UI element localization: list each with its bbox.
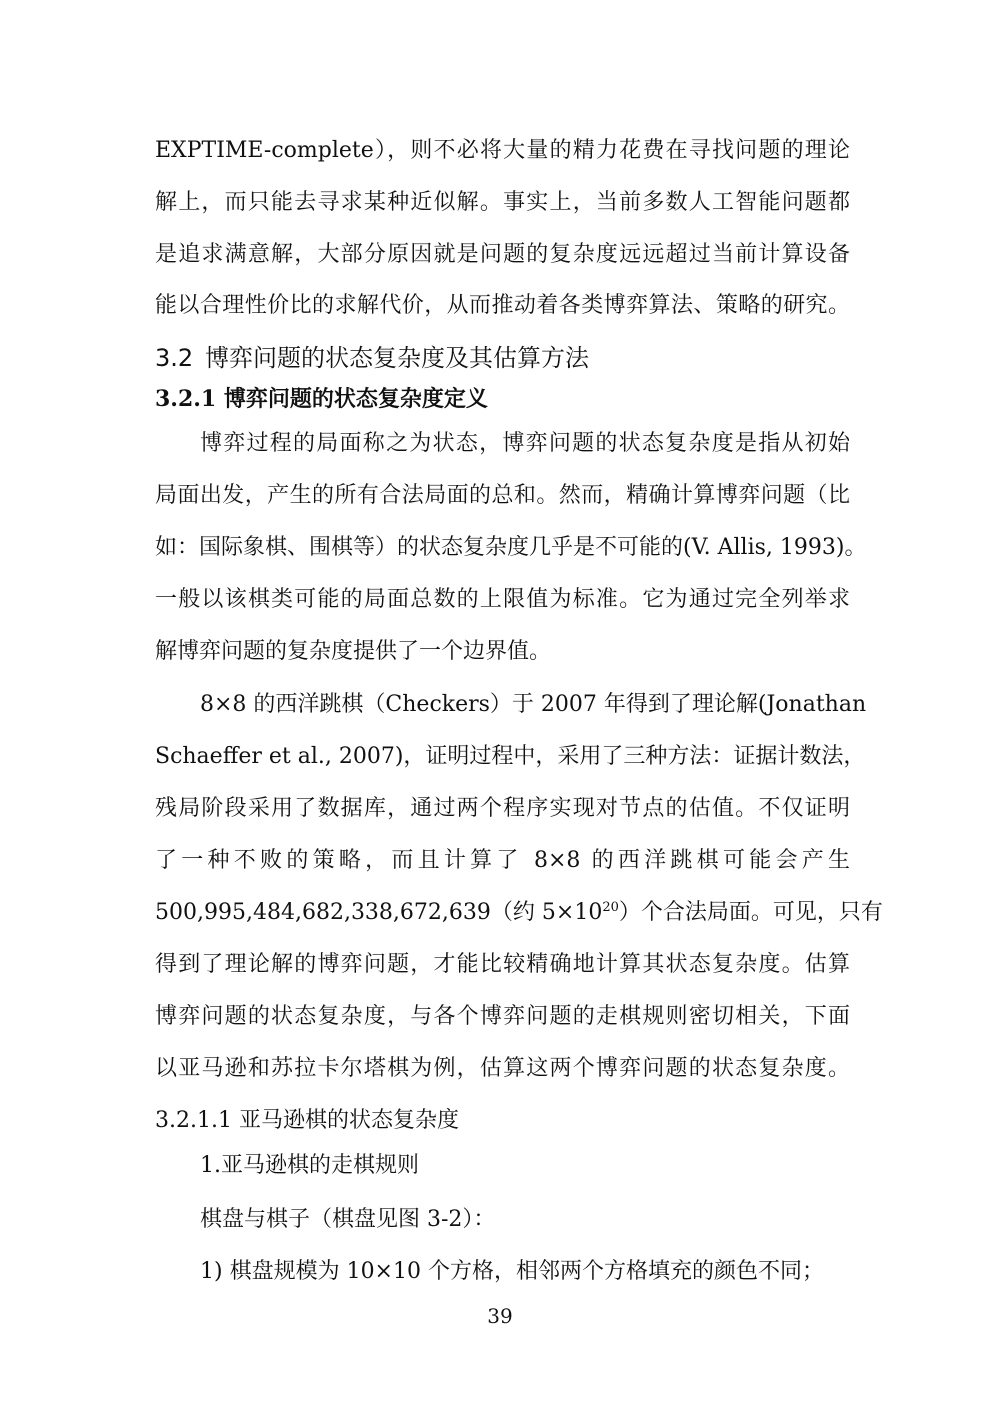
text-line: 以亚马逊和苏拉卡尔塔棋为例，估算这两个博弈问题的状态复杂度。 [155,1056,850,1081]
superscript-exponent: 20 [602,900,619,915]
text-line: 棋盘与棋子（棋盘见图 3-2）： [200,1207,496,1232]
page-number: 39 [487,1304,513,1328]
text-line: 了一种不败的策略，而且计算了 8×8 的西洋跳棋可能会产生 [155,848,850,873]
subsection-heading: 3.2.1 博弈问题的状态复杂度定义 [155,386,488,412]
text-line: 8×8 的西洋跳棋（Checkers）于 2007 年得到了理论解(Jonathan [200,692,867,717]
text-line: 残局阶段采用了数据库，通过两个程序实现对节点的估值。不仅证明 [155,796,850,821]
text-span: 500,995,484,682,338,672,639（约 5×10 [155,900,603,925]
text-line: 解上，而只能去寻求某种近似解。事实上，当前多数人工智能问题都 [155,190,850,215]
text-line: 得到了理论解的博弈问题，才能比较精确地计算其状态复杂度。估算 [155,952,850,977]
text-line: 1) 棋盘规模为 10×10 个方格，相邻两个方格填充的颜色不同； [200,1259,824,1284]
text-line: 是追求满意解，大部分原因就是问题的复杂度远远超过当前计算设备 [155,242,850,267]
text-line: 如：国际象棋、围棋等）的状态复杂度几乎是不可能的(V. Allis, 1993)。 [155,535,867,560]
text-line: 1.亚马逊棋的走棋规则 [200,1153,419,1178]
section-title: 博弈问题的状态复杂度及其估算方法 [205,344,589,372]
section-heading [155,342,589,374]
text-line: 局面出发，产生的所有合法局面的总和。然而，精确计算博弈问题（比 [155,483,850,508]
text-span: ）个合法局面。可见，只有 [618,900,883,925]
text-line: Schaeffer et al., 2007)，证明过程中，采用了三种方法：证据计数法， [155,744,866,769]
text-line: 博弈问题的状态复杂度，与各个博弈问题的走棋规则密切相关，下面 [155,1004,850,1029]
text-line: 解博弈问题的复杂度提供了一个边界值。 [155,639,552,664]
text-line: 能以合理性价比的求解代价，从而推动着各类博弈算法、策略的研究。 [155,293,850,318]
section-number: 3.2 [155,344,194,372]
text-line: EXPTIME-complete），则不必将大量的精力花费在寻找问题的理论 [155,138,850,163]
subsubsection-heading: 3.2.1.1 亚马逊棋的状态复杂度 [155,1108,459,1133]
text-line: 博弈过程的局面称之为状态，博弈问题的状态复杂度是指从初始 [200,431,850,456]
text-line [155,898,883,928]
text-line: 一般以该棋类可能的局面总数的上限值为标准。它为通过完全列举求 [155,587,850,612]
